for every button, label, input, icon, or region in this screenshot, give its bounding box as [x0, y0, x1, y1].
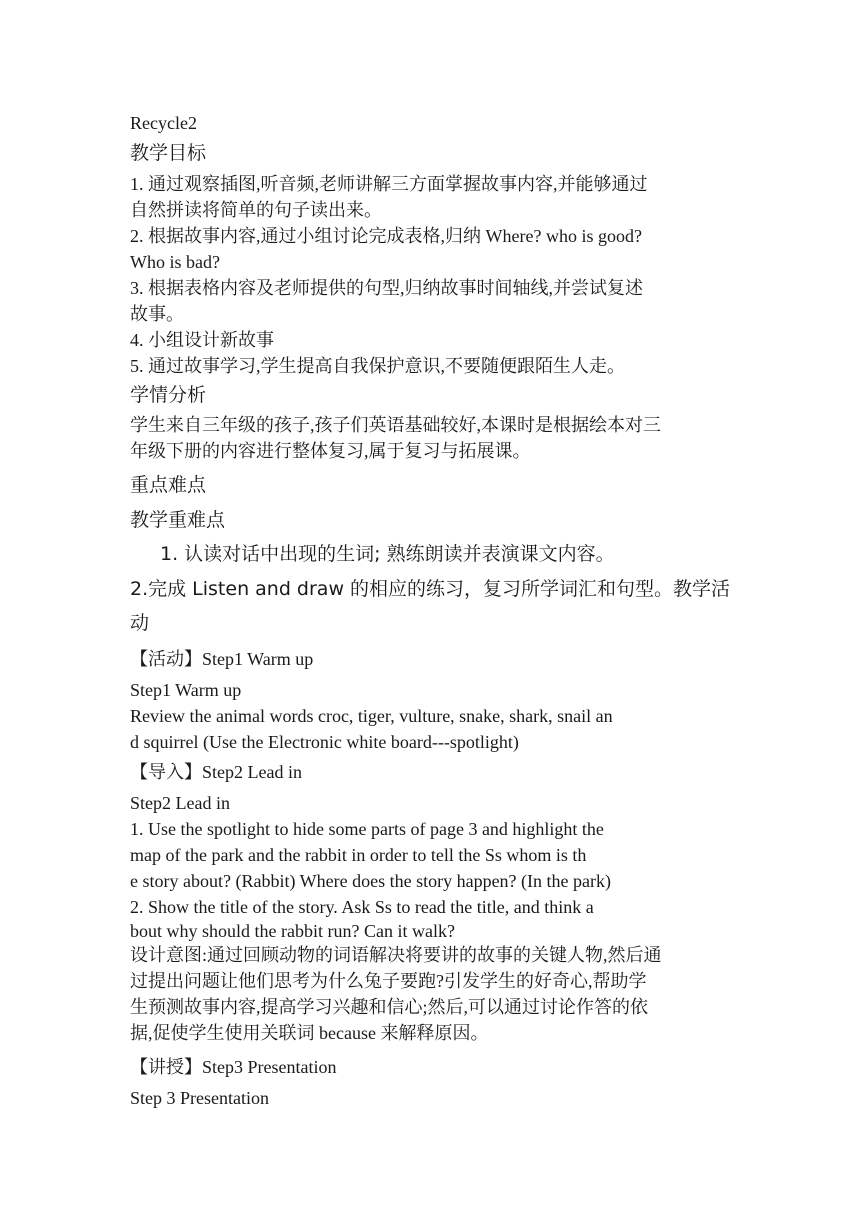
objective-line: 3. 根据表格内容及老师提供的句型,归纳故事时间轴线,并尝试复述: [130, 278, 643, 298]
analysis-heading: 学情分析: [130, 384, 207, 406]
objectives-heading: 教学目标: [130, 142, 207, 164]
activity-1-label: 【活动】Step1 Warm up: [130, 649, 314, 669]
design-intent-line: 据,促使学生使用关联词 because 来解释原因。: [130, 1023, 489, 1043]
objective-line: 自然拼读将简单的句子读出来。: [130, 200, 382, 220]
activity-3-title: Step 3 Presentation: [130, 1088, 269, 1108]
objective-line: Who is bad?: [130, 252, 220, 272]
design-intent-line: 设计意图:通过回顾动物的词语解决将要讲的故事的关键人物,然后通: [130, 945, 662, 965]
activity-2-line: map of the park and the rabbit in order to tell the Ss whom is th: [130, 845, 587, 865]
activity-3-label: 【讲授】Step3 Presentation: [130, 1057, 337, 1077]
design-intent-line: 生预测故事内容,提高学习兴趣和信心;然后,可以通过讨论作答的依: [130, 997, 648, 1017]
keypoint-2: [130, 576, 730, 602]
keypoint-2-cont: 动: [130, 612, 150, 634]
objective-line: 2. 根据故事内容,通过小组讨论完成表格,归纳 Where? who is good?: [130, 226, 642, 246]
objective-line: 4. 小组设计新故事: [130, 330, 274, 350]
activity-1-line: Review the animal words croc, tiger, vulture, snake, shark, snail an: [130, 706, 613, 726]
keypoints-heading: 重点难点: [130, 474, 207, 496]
analysis-line: 学生来自三年级的孩子,孩子们英语基础较好,本课时是根据绘本对三: [130, 415, 661, 435]
keypoints-subheading: 教学重难点: [130, 509, 226, 531]
doc-title: Recycle2: [130, 113, 197, 133]
keypoint-2-text: 2.完成 Listen and draw 的相应的练习，复习所学词汇和句型。教学活: [130, 578, 731, 600]
activity-2-line: e story about? (Rabbit) Where does the story happen? (In the park): [130, 871, 611, 891]
objective-line: 5. 通过故事学习,学生提高自我保护意识,不要随便跟陌生人走。: [130, 356, 625, 376]
activity-1-title: Step1 Warm up: [130, 680, 242, 700]
activity-1-line: d squirrel (Use the Electronic white board---spotlight): [130, 732, 519, 752]
activity-2-title: Step2 Lead in: [130, 793, 230, 813]
activity-2-label: 【导入】Step2 Lead in: [130, 762, 302, 782]
activity-2-line: bout why should the rabbit run? Can it walk?: [130, 921, 455, 941]
activity-2-line: 2. Show the title of the story. Ask Ss to read the title, and think a: [130, 897, 594, 917]
objective-line: 故事。: [130, 304, 184, 324]
activity-2-line: 1. Use the spotlight to hide some parts of page 3 and highlight the: [130, 819, 604, 839]
keypoint-1: 1. 认读对话中出现的生词; 熟练朗读并表演课文内容。: [160, 543, 615, 565]
analysis-line: 年级下册的内容进行整体复习,属于复习与拓展课。: [130, 441, 531, 461]
design-intent-line: 过提出问题让他们思考为什么兔子要跑?引发学生的好奇心,帮助学: [130, 971, 647, 991]
objective-line: 1. 通过观察插图,听音频,老师讲解三方面掌握故事内容,并能够通过: [130, 174, 648, 194]
